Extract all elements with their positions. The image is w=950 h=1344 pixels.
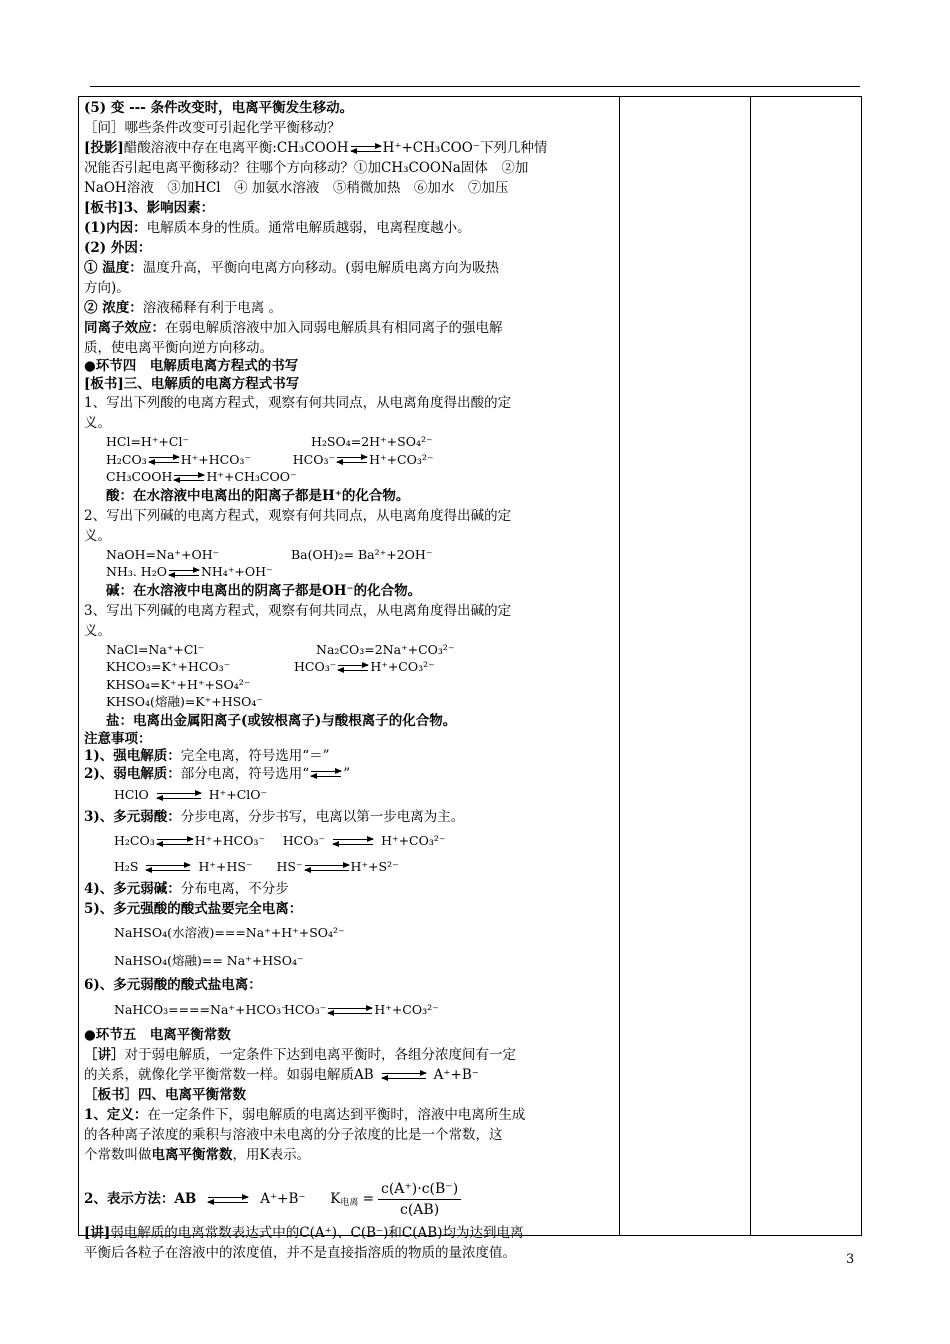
text-line: 4)、多元弱碱：分布电离，不分步	[84, 881, 289, 897]
equation-line: NaOH=Na⁺+OH⁻ Ba(OH)₂= Ba²⁺+2OH⁻	[106, 546, 433, 562]
text-line: ① 温度：温度升高，平衡向电离方向移动。(弱电解质电离方向为吸热	[84, 260, 499, 276]
section-heading: ［板书］四、电离平衡常数	[84, 1087, 246, 1103]
text-line: 的关系，就像化学平衡常数一样。如弱电解质AB A⁺+B⁻	[84, 1067, 479, 1083]
equation-line: KHSO₄(熔融)=K⁺+HSO₄⁻	[106, 694, 264, 709]
section-heading: 注意事项：	[84, 730, 152, 747]
equilibrium-arrow-icon	[157, 791, 201, 801]
equation-line: NaHSO₄(熔融)== Na⁺+HSO₄⁻	[114, 953, 304, 968]
header-rule	[90, 86, 860, 87]
text-line: 的各种离子浓度的乘积与溶液中未电离的分子浓度的比是一个常数，这	[84, 1127, 503, 1143]
definition-line: 盐：电离出金属阳离子(或铵根离子)与酸根离子的化合物。	[106, 712, 457, 729]
k-fraction: $\frac{c(A^+)\cdot c(B^-)}{c(AB)}$	[378, 1179, 461, 1220]
text-line: 况能否引起电离平衡移动？往哪个方向移动？①加CH₃COONa固体 ②加	[84, 160, 529, 176]
formula-line: 2、表示方法：AB A⁺+B⁻ $K_{电离}$ = $\frac{c(A^+)\cdot c(B^-)}{c(AB)}$	[84, 1175, 614, 1223]
text-line: (5) 变 --- 条件改变时，电离平衡发生移动。	[84, 100, 354, 116]
equilibrium-arrow-icon	[337, 455, 367, 465]
definition-line: 酸：在水溶液中电离出的阳离子都是H⁺的化合物。	[106, 487, 410, 504]
equation-line: NaCl=Na⁺+Cl⁻ Na₂CO₃=2Na⁺+CO₃²⁻	[106, 641, 455, 657]
text-line: 3、写出下列碱的电离方程式，观察有何共同点，从电离角度得出碱的定	[84, 602, 512, 619]
text-line: ［讲］对于弱电解质，一定条件下达到电离平衡时，各组分浓度间有一定	[84, 1047, 516, 1063]
text-line: 2、写出下列碱的电离方程式，观察有何共同点，从电离角度得出碱的定	[84, 507, 512, 524]
equation-line: NH₃. H₂O NH₄⁺+OH⁻	[106, 564, 273, 579]
equation-line: KHCO₃=K⁺+HCO₃⁻ HCO₃⁻ H⁺+CO₃²⁻	[106, 659, 435, 674]
equilibrium-arrow-icon	[157, 837, 193, 847]
text-line: 2)、弱电解质：部分电离，符号选用“ ”	[84, 765, 351, 782]
section-heading: ●环节四 电解质电离方程式的书写	[84, 358, 299, 374]
equation-line: HCl=H⁺+Cl⁻ H₂SO₄=2H⁺+SO₄²⁻	[106, 434, 433, 449]
equation-line: HClO H⁺+ClO⁻	[114, 787, 268, 802]
text-line: 平衡后各粒子在溶液中的浓度值，并不是直接指溶质的物质的量浓度值。	[84, 1245, 516, 1261]
section-heading: 5)、多元强酸的酸式盐要完全电离：	[84, 901, 303, 917]
equation-line: NaHCO₃====Na⁺+HCO₃⁻HCO₃⁻ H⁺+CO₃²⁻	[114, 1002, 439, 1017]
text-line: 1、定义：在一定条件下，弱电解质的电离达到平衡时，溶液中电离所生成	[84, 1107, 526, 1123]
text-line: 个常数叫做电离平衡常数，用K表示。	[84, 1147, 311, 1163]
equation-line: KHSO₄=K⁺+H⁺+SO₄²⁻	[106, 676, 251, 692]
text-line: [投影]醋酸溶液中存在电离平衡:CH₃COOH H⁺+CH₃COO⁻下列几种情	[84, 140, 548, 156]
equilibrium-arrow-icon	[333, 837, 373, 847]
equilibrium-arrow-icon	[149, 455, 179, 465]
equilibrium-arrow-icon	[351, 144, 381, 154]
section-heading: [板书]三、电解质的电离方程式书写	[84, 375, 300, 392]
text-line: [讲]弱电解质的电离常数表达式中的C(A⁺)、C(B⁻)和C(AB)均为达到电离	[84, 1225, 524, 1241]
equilibrium-arrow-icon	[208, 1195, 248, 1205]
equation-line: H₂CO₃ H⁺+HCO₃⁻ HCO₃⁻ H⁺+CO₃²⁻	[106, 451, 434, 467]
text-line: 义。	[84, 527, 111, 544]
lesson-content	[84, 98, 614, 1263]
page-number: 3	[846, 1252, 855, 1267]
k-symbol: $K_{电离}$	[330, 1191, 359, 1208]
text-line: 1)、强电解质：完全电离，符号选用“＝”	[84, 748, 330, 764]
equilibrium-arrow-icon	[174, 473, 204, 483]
section-heading: ●环节五 电离平衡常数	[84, 1027, 231, 1043]
text-line: 1、写出下列酸的电离方程式，观察有何共同点，从电离角度得出酸的定	[84, 395, 512, 411]
text-line: ② 浓度：溶液稀释有利于电离 。	[84, 300, 282, 316]
equilibrium-arrow-icon	[328, 1006, 372, 1016]
text-line: (2) 外因：	[84, 240, 152, 256]
equation-line: NaHSO₄(水溶液)===Na⁺+H⁺+SO₄²⁻	[114, 925, 345, 940]
equation-line: H₂S H⁺+HS⁻ HS⁻ H⁺+S²⁻	[114, 859, 399, 874]
text-line: 质，使电离平衡向逆方向移动。	[84, 340, 273, 356]
equilibrium-arrow-icon	[169, 568, 199, 578]
notes-column	[619, 97, 751, 1235]
equilibrium-arrow-icon	[146, 863, 190, 873]
text-line: 方向)。	[84, 280, 130, 296]
equilibrium-arrow-icon	[338, 663, 368, 673]
equilibrium-arrow-icon	[311, 769, 341, 779]
equilibrium-arrow-icon	[305, 863, 349, 873]
text-line: [板书]3、影响因素：	[84, 200, 215, 216]
equation-line: H₂CO₃ H⁺+HCO₃⁻ HCO₃⁻ H⁺+CO₃²⁻	[114, 833, 446, 848]
equilibrium-arrow-icon	[382, 1071, 426, 1081]
text-line: NaOH溶液 ③加HCl ④ 加氨水溶液 ⑤稍微加热 ⑥加水 ⑦加压	[84, 180, 509, 196]
text-line: 义。	[84, 622, 111, 639]
text-line: (1)内因：电解质本身的性质。通常电解质越弱，电离程度越小。	[84, 220, 471, 236]
text-line: 同离子效应：在弱电解质溶液中加入同弱电解质具有相同离子的强电解	[84, 320, 503, 336]
text-line: 3)、多元弱酸：分步电离，分步书写，电离以第一步电离为主。	[84, 809, 465, 825]
definition-line: 碱：在水溶液中电离出的阴离子都是OH⁻的化合物。	[106, 582, 422, 599]
text-line: 义。	[84, 415, 111, 431]
text-line: ［问］哪些条件改变可引起化学平衡移动？	[84, 120, 341, 136]
equation-line: CH₃COOH H⁺+CH₃COO⁻	[106, 469, 297, 484]
section-heading: 6)、多元弱酸的酸式盐电离：	[84, 977, 262, 993]
